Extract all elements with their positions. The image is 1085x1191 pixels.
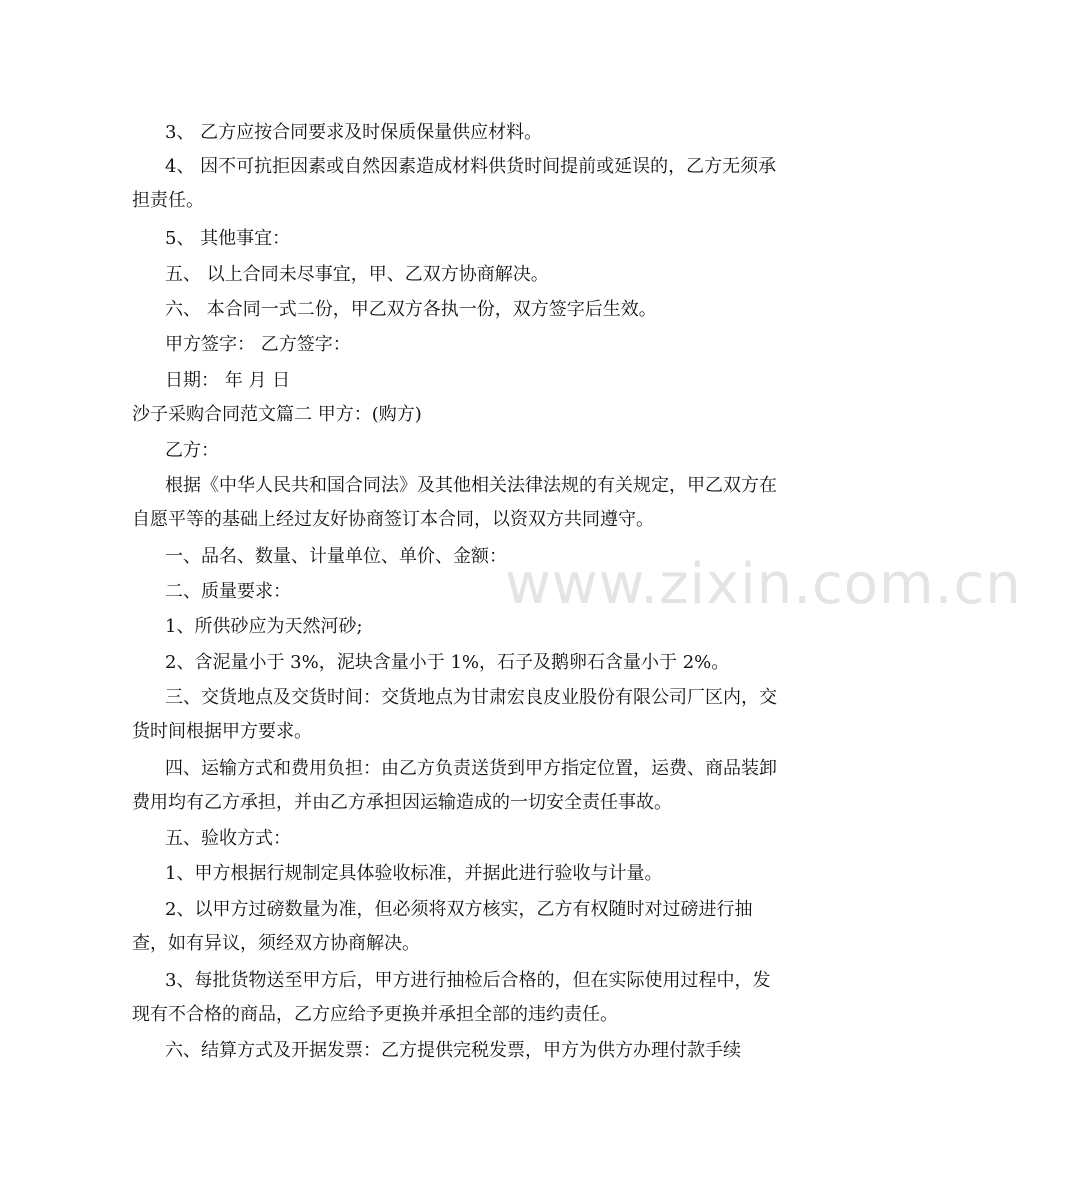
- line-1: 3、 乙方应按合同要求及时保质保量供应材料。: [165, 122, 543, 143]
- signature-line: 甲方签字： 乙方签字：: [165, 334, 351, 355]
- line-20: 费用均有乙方承担，并由乙方承担因运输造成的一切安全责任事故。: [132, 792, 672, 813]
- line-14: 二、质量要求：: [165, 581, 291, 602]
- line-4: 5、 其他事宜：: [165, 228, 291, 249]
- line-22: 1、甲方根据行规制定具体验收标准，并据此进行验收与计量。: [165, 863, 663, 884]
- line-6: 六、 本合同一式二份，甲乙双方各执一份，双方签字后生效。: [165, 299, 657, 320]
- line-16: 2、含泥量小于 3%，泥块含量小于 1%，石子及鹅卵石含量小于 2%。: [165, 652, 730, 673]
- line-10: 乙方：: [165, 440, 219, 461]
- line-2: 4、 因不可抗拒因素或自然因素造成材料供货时间提前或延误的，乙方无须承: [165, 156, 777, 177]
- section-title: 沙子采购合同范文篇二 甲方：(购方): [132, 404, 422, 425]
- line-27: 六、结算方式及开据发票：乙方提供完税发票，甲方为供方办理付款手续: [165, 1040, 741, 1061]
- line-23: 2、以甲方过磅数量为准，但必须将双方核实，乙方有权随时对过磅进行抽: [165, 899, 753, 920]
- line-25: 3、每批货物送至甲方后，甲方进行抽检后合格的，但在实际使用过程中，发: [165, 970, 771, 991]
- watermark: www.zixin.com.cn: [505, 552, 1022, 617]
- line-19: 四、运输方式和费用负担：由乙方负责送货到甲方指定位置，运费、商品装卸: [165, 758, 777, 779]
- line-18: 货时间根据甲方要求。: [132, 721, 312, 742]
- line-5: 五、 以上合同未尽事宜，甲、乙双方协商解决。: [165, 264, 549, 285]
- line-12: 自愿平等的基础上经过友好协商签订本合同，以资双方共同遵守。: [132, 509, 654, 530]
- line-17: 三、交货地点及交货时间：交货地点为甘肃宏良皮业股份有限公司厂区内，交: [165, 687, 777, 708]
- line-3: 担责任。: [132, 190, 204, 211]
- line-15: 1、所供砂应为天然河砂;: [165, 616, 363, 637]
- line-13: 一、品名、数量、计量单位、单价、金额：: [165, 546, 507, 567]
- line-26: 现有不合格的商品，乙方应给予更换并承担全部的违约责任。: [132, 1004, 618, 1025]
- line-24: 查，如有异议，须经双方协商解决。: [132, 933, 420, 954]
- line-11: 根据《中华人民共和国合同法》及其他相关法律法规的有关规定，甲乙双方在: [165, 475, 777, 496]
- line-21: 五、验收方式：: [165, 828, 291, 849]
- date-line: 日期： 年 月 日: [165, 370, 291, 391]
